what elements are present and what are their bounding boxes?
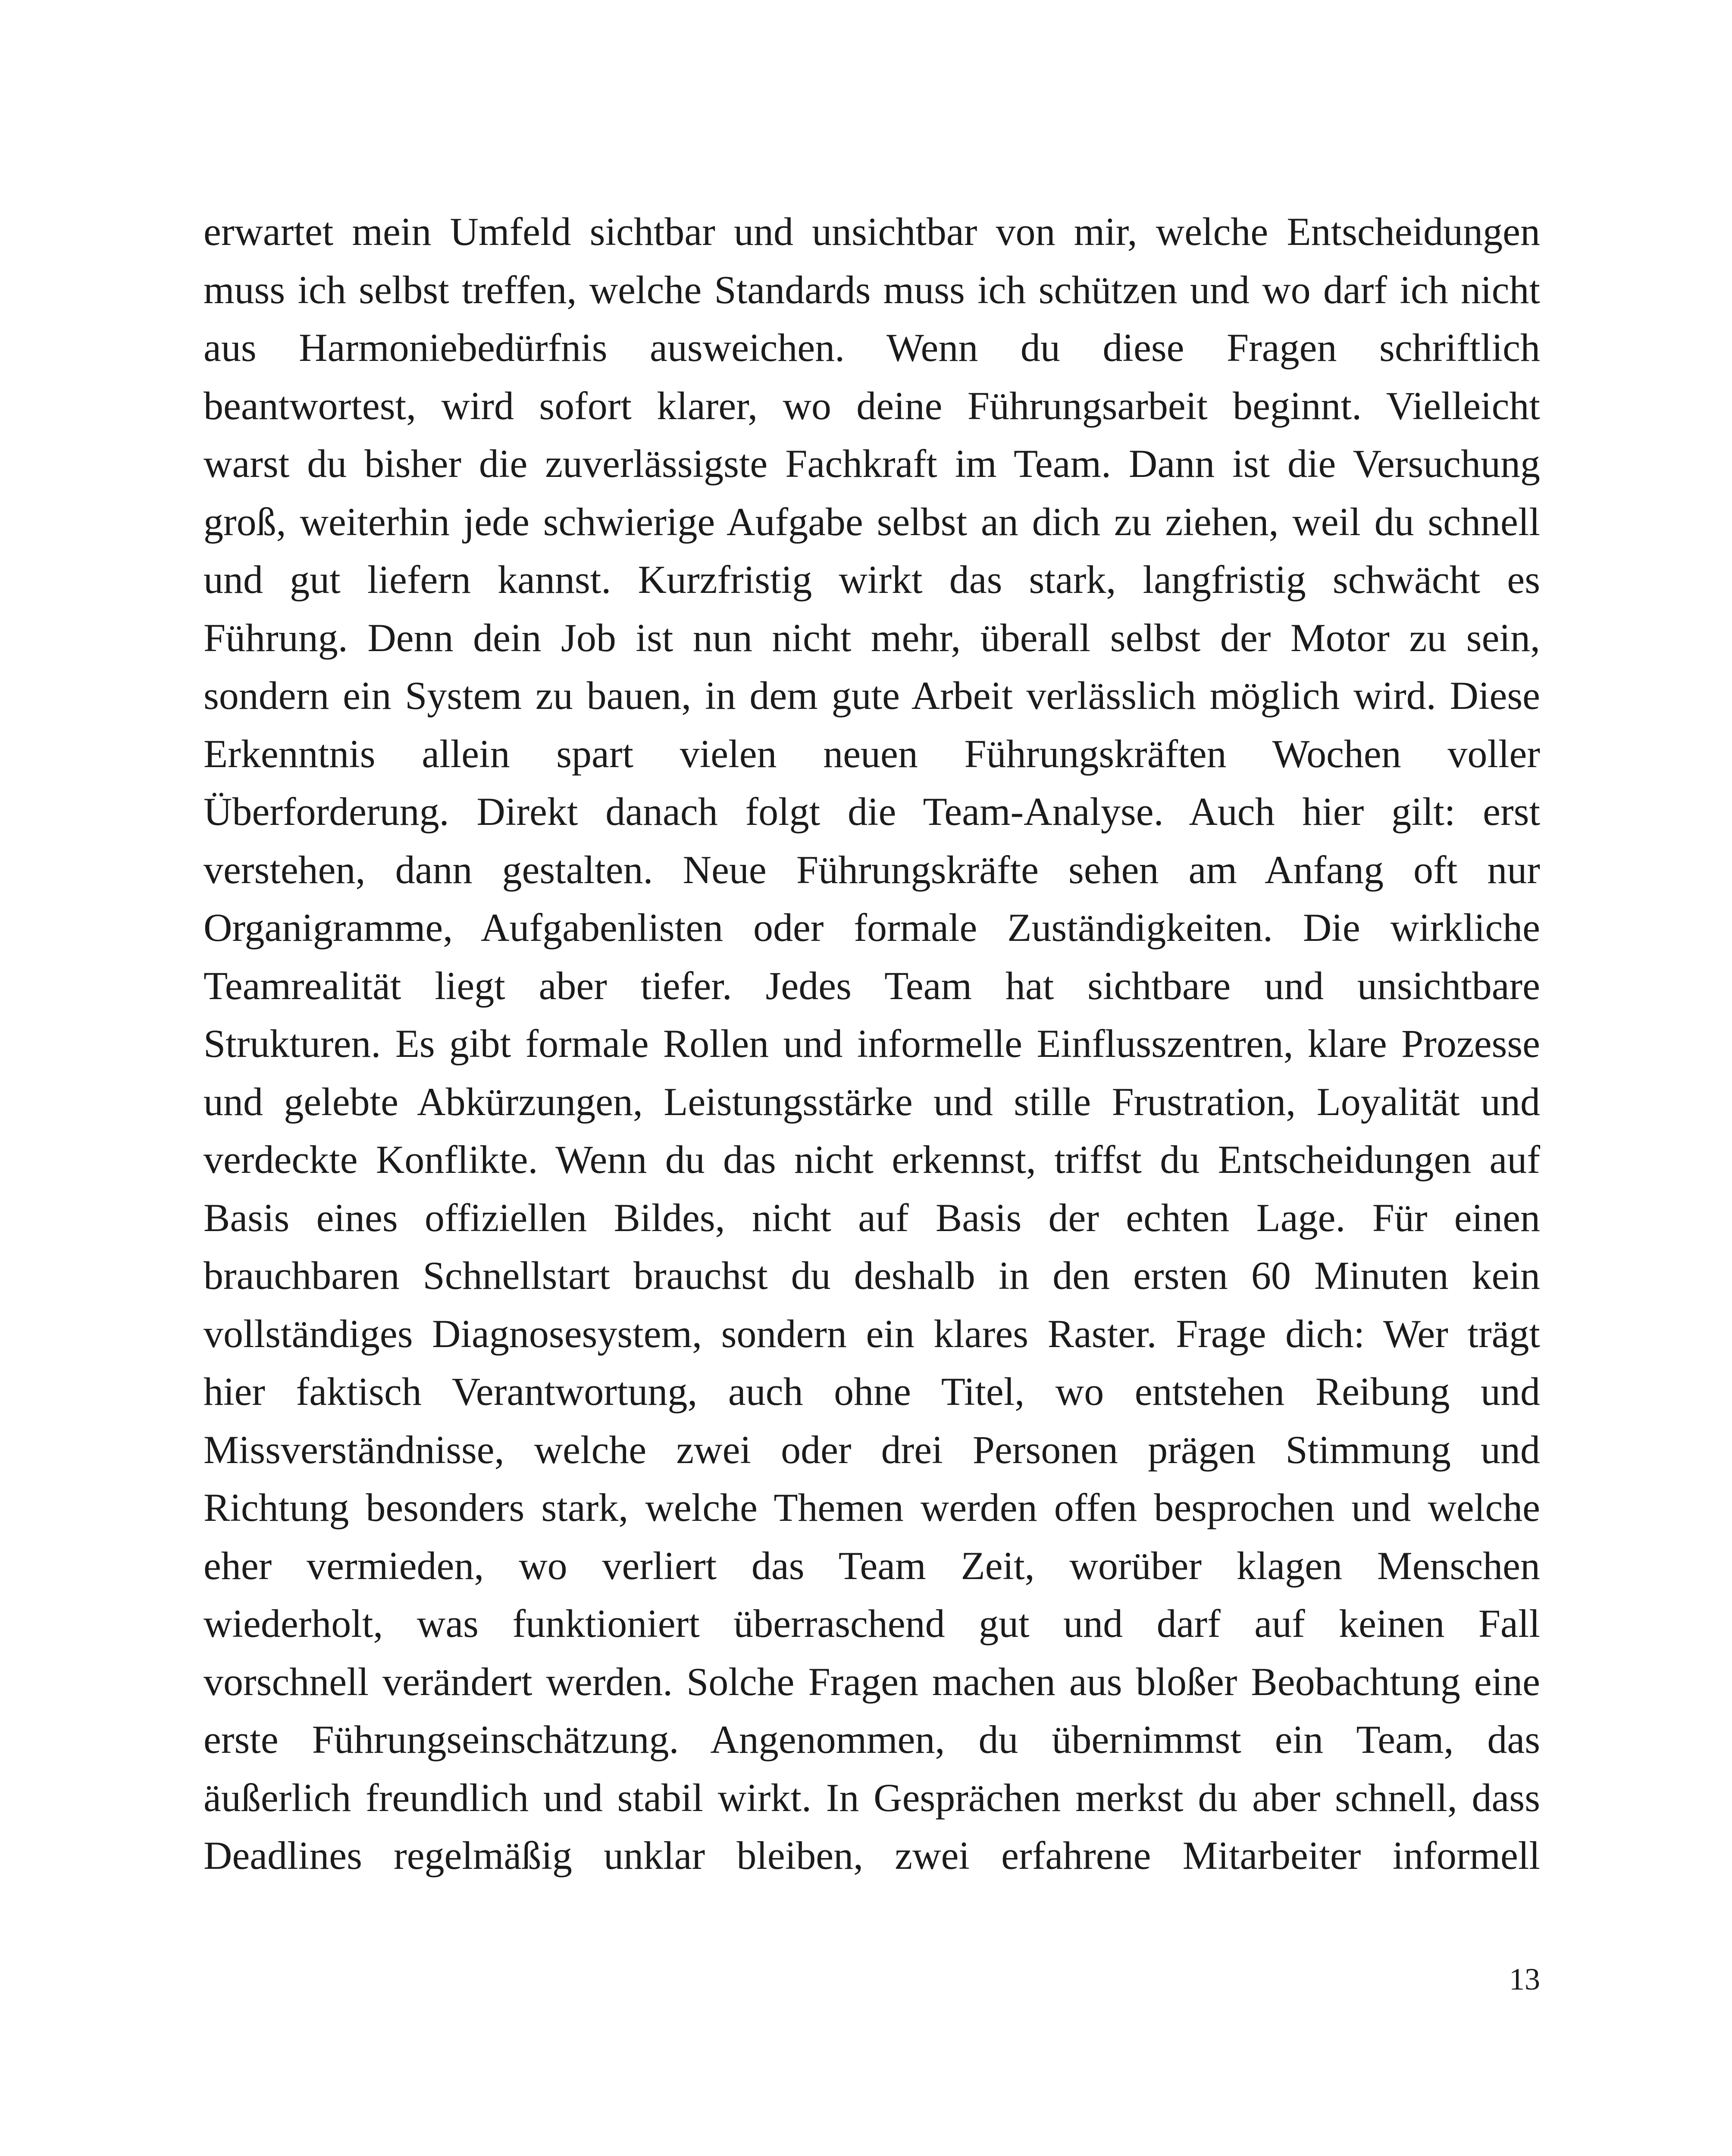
text-line: brauchbaren Schnellstart brauchst du deshalb in den ersten 60 Minuten kein	[204, 1253, 1540, 1297]
text-line: verstehen, dann gestalten. Neue Führungskräfte sehen am Anfang oft nur	[204, 847, 1540, 892]
text-line: hier faktisch Verantwortung, auch ohne Titel, wo entstehen Reibung und	[204, 1369, 1540, 1413]
body-text	[204, 203, 1540, 1885]
text-line: Basis eines offiziellen Bildes, nicht auf Basis der echten Lage. Für einen	[204, 1195, 1540, 1240]
text-line: Überforderung. Direkt danach folgt die Team-Analyse. Auch hier gilt: erst	[204, 790, 1540, 834]
text-line: warst du bisher die zuverlässigste Fachkraft im Team. Dann ist die Versuchung	[204, 442, 1540, 486]
text-line: muss ich selbst treffen, welche Standards muss ich schützen und wo darf ich nicht	[204, 267, 1540, 312]
text-line: erwartet mein Umfeld sichtbar und unsichtbar von mir, welche Entscheidungen	[204, 210, 1540, 254]
text-line: Organigramme, Aufgabenlisten oder formale Zuständigkeiten. Die wirkliche	[204, 906, 1540, 950]
text-line: Strukturen. Es gibt formale Rollen und informelle Einflusszentren, klare Prozesse	[204, 1022, 1540, 1065]
text-line: vollständiges Diagnosesystem, sondern ein klares Raster. Frage dich: Wer trägt	[204, 1311, 1540, 1356]
text-line: Deadlines regelmäßig unklar bleiben, zwei erfahrene Mitarbeiter informell	[204, 1833, 1540, 1877]
text-line: sondern ein System zu bauen, in dem gute Arbeit verlässlich möglich wird. Diese	[204, 674, 1540, 718]
text-line: Missverständnisse, welche zwei oder drei Personen prägen Stimmung und	[204, 1427, 1540, 1472]
text-line: beantwortest, wird sofort klarer, wo deine Führungsarbeit beginnt. Vielleicht	[204, 383, 1540, 428]
text-line: und gut liefern kannst. Kurzfristig wirkt das stark, langfristig schwächt es	[204, 558, 1540, 602]
text-line: Richtung besonders stark, welche Themen werden offen besprochen und welche	[204, 1485, 1540, 1529]
text-line: groß, weiterhin jede schwierige Aufgabe selbst an dich zu ziehen, weil du schnell	[204, 499, 1540, 544]
text-line: und gelebte Abkürzungen, Leistungsstärke und stille Frustration, Loyalität und	[204, 1079, 1540, 1124]
text-line: äußerlich freundlich und stabil wirkt. In Gesprächen merkst du aber schnell, dass	[204, 1775, 1540, 1820]
text-line: wiederholt, was funktioniert überraschend gut und darf auf keinen Fall	[204, 1601, 1540, 1645]
text-line: Führung. Denn dein Job ist nun nicht mehr, überall selbst der Motor zu sein,	[204, 615, 1540, 660]
text-line: vorschnell verändert werden. Solche Fragen machen aus bloßer Beobachtung eine	[204, 1659, 1540, 1704]
text-line: eher vermieden, wo verliert das Team Zeit, worüber klagen Menschen	[204, 1543, 1540, 1588]
text-line: Erkenntnis allein spart vielen neuen Führungskräften Wochen voller	[204, 731, 1540, 776]
page-number: 13	[1509, 1962, 1540, 1996]
text-line: erste Führungseinschätzung. Angenommen, du übernimmst ein Team, das	[204, 1717, 1540, 1761]
text-line: verdeckte Konflikte. Wenn du das nicht erkennst, triffst du Entscheidungen auf	[204, 1138, 1540, 1181]
text-line: aus Harmoniebedürfnis ausweichen. Wenn du diese Fragen schriftlich	[204, 326, 1540, 370]
text-line: Teamrealität liegt aber tiefer. Jedes Team hat sichtbare und unsichtbare	[204, 963, 1540, 1008]
